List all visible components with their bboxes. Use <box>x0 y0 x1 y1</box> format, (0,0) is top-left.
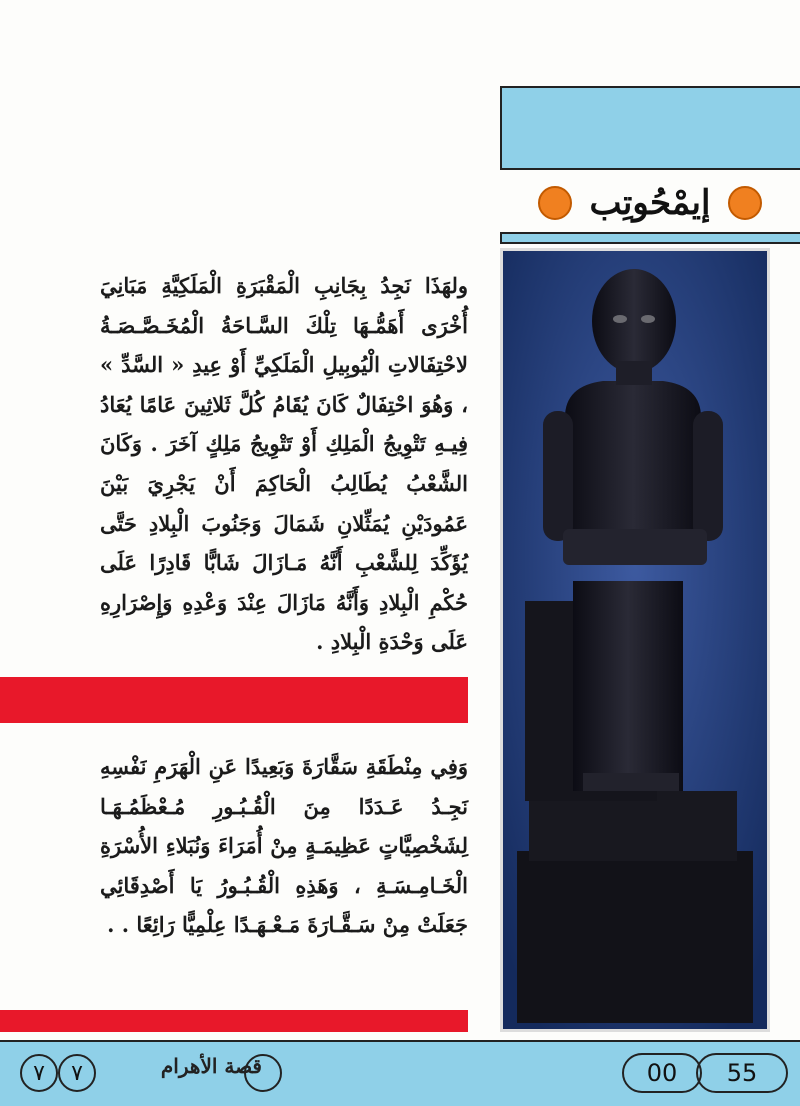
footer-circle: ٧ <box>20 1054 58 1092</box>
header-panel <box>500 86 800 170</box>
series-title: قصة الأهرام <box>160 1054 262 1078</box>
paragraph-2: وَفِي مِنْطَقَةِ سَقَّارَةَ وَبَعِيدًا عَنِ الْهَرَمِ نَفْسِهِ نَجِـدُ عَـدَدًا مِنَ الْقُـبُـورِ مُـعْظَمُـهَـا لِشَخْصِيَّاتٍ عَظِيمَـةٍ مِنْ أُمَرَاءَ وَنُبَلاءِ الأُسْرَةِ الْخَـامِـسَـةِ ، وَهَذِهِ الْقُـبُـورُ يَا أَصْدِقَائِي جَعَلَتْ مِنْ سَـقَّـارَةَ مَـعْـهَـدًا عِلْمِيًّا رَائِعًا . . <box>100 754 468 938</box>
paragraph-1: ولهَذَا نَجِدُ بِجَانِبِ الْمَقْبَرَةِ الْمَلَكِيَّةِ مَبَانِيَ أُخْرَى أَهَمُّـهَا تِلْكَ السَّـاحَةُ الْمُخَـصَّـصَـةُ لاحْتِفَالاتِ الْيُوبِيلِ الْمَلَكِيِّ أَوْ عِيدِ « السَّدِّ » ، وَهُوَ احْتِفَالٌ كَانَ يُقَامُ كُلَّ ثَلاثِينَ عَامًا يُعَادُ فِيـهِ تَتْوِيجُ الْمَلِكِ أَوْ تَتْوِيجُ مَلِكٍ آخَرَ . وَكَانَ الشَّعْبُ يُطَالِبُ الْحَاكِمَ أَنْ يَجْرِيَ بَيْنَ عَمُودَيْنِ يُمَثِّلانِ شَمَالَ وَجَنُوبَ الْبِلادِ حَتَّى يُؤَكِّدَ لِلشَّعْبِ أَنَّهُ مَـازَالَ شَابًّا قَادِرًا عَلَى حُكْمِ الْبِلادِ وَأَنَّهُ مَازَالَ عِنْدَ وَعْدِهِ وَإِصْرَارِهِ عَلَى وَحْدَةِ الْبِلادِ . <box>100 273 468 655</box>
orange-dot-icon <box>728 186 762 220</box>
statue-icon <box>503 251 767 1029</box>
orange-dot-icon <box>538 186 572 220</box>
red-divider <box>0 1010 468 1032</box>
statue-photo <box>500 248 770 1032</box>
header-divider <box>500 232 800 244</box>
page-number-secondary: 00 <box>622 1053 702 1093</box>
title-row <box>500 172 800 234</box>
section-title: إيمْحُوتِب <box>589 183 711 223</box>
footer-circle: ٧ <box>58 1054 96 1092</box>
red-divider <box>0 677 468 723</box>
page-number: 55 <box>696 1053 788 1093</box>
